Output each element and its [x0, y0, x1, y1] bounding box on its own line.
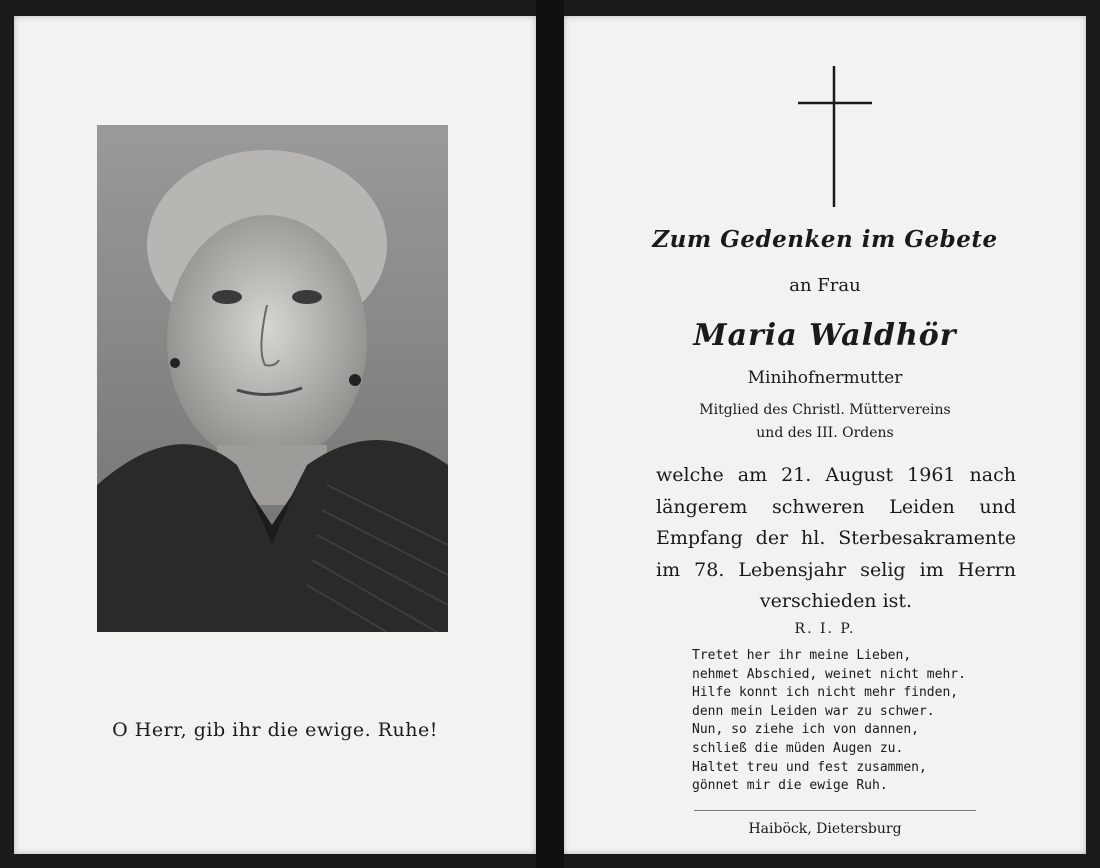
notice-line: im 78. Lebensjahr selig im Herrn — [656, 558, 1016, 581]
deceased-title: Minihofnermutter — [747, 368, 903, 388]
rip-text: R. I. P. — [794, 621, 856, 637]
card-fold-spine — [536, 0, 564, 868]
poem-line: gönnet mir die ewige Ruh. — [692, 778, 888, 794]
notice-line: verschieden ist. — [759, 590, 913, 612]
left-panel — [14, 16, 536, 854]
memorial-heading: Zum Gedenken im Gebete — [652, 226, 998, 253]
poem-line: schließ die müden Augen zu. — [692, 740, 904, 756]
poem-line: Hilfe konnt ich nicht mehr finden, — [692, 685, 959, 701]
poem-line: denn mein Leiden war zu schwer. — [692, 703, 935, 719]
poem-line: Nun, so ziehe ich von dannen, — [692, 722, 919, 738]
membership-line: und des III. Ordens — [756, 425, 894, 441]
poem-line: Tretet her ihr meine Lieben, — [692, 648, 912, 663]
printer-credit: Haiböck, Dietersburg — [748, 821, 902, 837]
notice-line: Empfang der hl. Sterbesakramente — [656, 527, 1016, 549]
notice-line: längerem schweren Leiden und — [656, 495, 1016, 518]
cross-icon — [796, 64, 876, 209]
farewell-poem — [692, 647, 992, 796]
poem-line: nehmet Abschied, weinet nicht mehr. — [692, 666, 966, 682]
divider — [694, 810, 976, 811]
deceased-name: Maria Waldhör — [693, 318, 957, 353]
portrait-photo — [97, 125, 448, 632]
prayer-caption: O Herr, gib ihr die ewige. Ruhe! — [112, 719, 438, 741]
notice-line: welche am 21. August 1961 nach — [656, 464, 1016, 486]
membership-line: Mitglied des Christl. Müttervereins — [699, 402, 951, 418]
salutation: an Frau — [789, 275, 861, 296]
right-panel — [564, 16, 1086, 854]
death-notice-text — [656, 460, 1016, 618]
poem-line: Haltet treu und fest zusammen, — [692, 759, 927, 775]
